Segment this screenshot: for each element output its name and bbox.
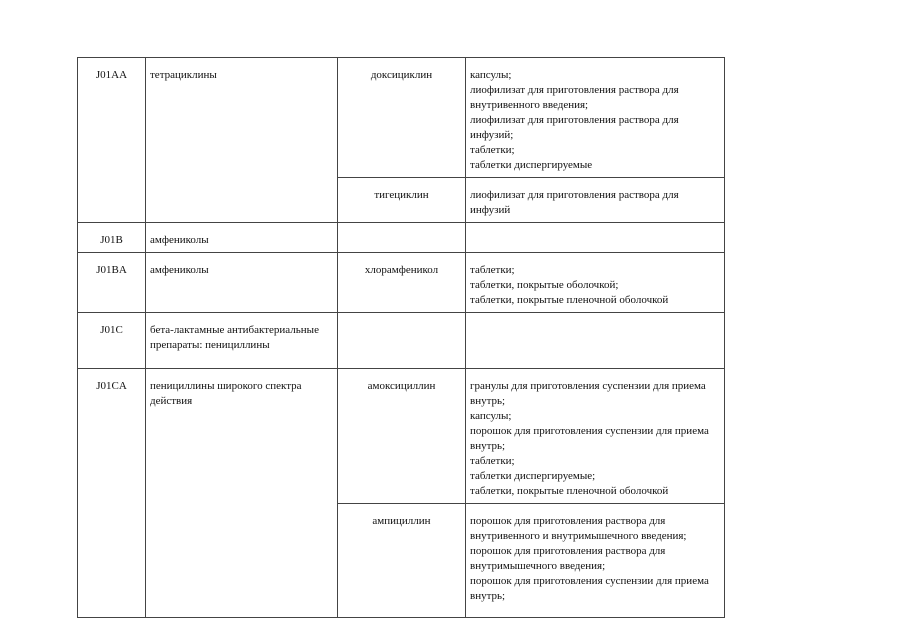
table-row — [78, 369, 725, 504]
group-name-cell: амфениколы — [146, 223, 338, 253]
drug-name-cell: тигециклин — [338, 178, 466, 223]
drug-name-cell — [338, 223, 466, 253]
group-name-cell: пенициллины широкого спектра действия — [146, 369, 338, 618]
dosage-form-cell: порошок для приготовления раствора для внутривенного и внутримышечного введения; порошок для приготовления раствора для внутримышечного введения; порошок для приготовления суспензии для приема внутрь; — [466, 504, 725, 618]
drug-name-cell: амоксициллин — [338, 369, 466, 504]
atc-code-cell: J01C — [78, 313, 146, 369]
dosage-form-cell — [466, 313, 725, 369]
dosage-form-cell: таблетки; таблетки, покрытые оболочкой; таблетки, покрытые пленочной оболочкой — [466, 253, 725, 313]
table-row — [78, 253, 725, 313]
group-name-cell: тетрациклины — [146, 58, 338, 223]
atc-code-cell: J01BA — [78, 253, 146, 313]
atc-code-cell: J01B — [78, 223, 146, 253]
drug-name-cell: ампициллин — [338, 504, 466, 618]
drug-name-cell — [338, 313, 466, 369]
table-row — [78, 223, 725, 253]
drug-classification-table — [77, 57, 725, 618]
drug-name-cell: доксициклин — [338, 58, 466, 178]
dosage-form-cell: гранулы для приготовления суспензии для приема внутрь; капсулы; порошок для приготовления суспензии для приема внутрь; таблетки; таблетки диспергируемые; таблетки, покрытые пленочной оболочкой — [466, 369, 725, 504]
atc-code-cell: J01CA — [78, 369, 146, 618]
table-row — [78, 313, 725, 369]
group-name-cell: амфениколы — [146, 253, 338, 313]
dosage-form-cell: капсулы; лиофилизат для приготовления раствора для внутривенного введения; лиофилизат для приготовления раствора для инфузий; таблетки; таблетки диспергируемые — [466, 58, 725, 178]
group-name-cell: бета-лактамные антибактериальные препараты: пенициллины — [146, 313, 338, 369]
table-row — [78, 58, 725, 178]
dosage-form-cell — [466, 223, 725, 253]
atc-code-cell: J01AA — [78, 58, 146, 223]
dosage-form-cell: лиофилизат для приготовления раствора для инфузий — [466, 178, 725, 223]
drug-name-cell: хлорамфеникол — [338, 253, 466, 313]
